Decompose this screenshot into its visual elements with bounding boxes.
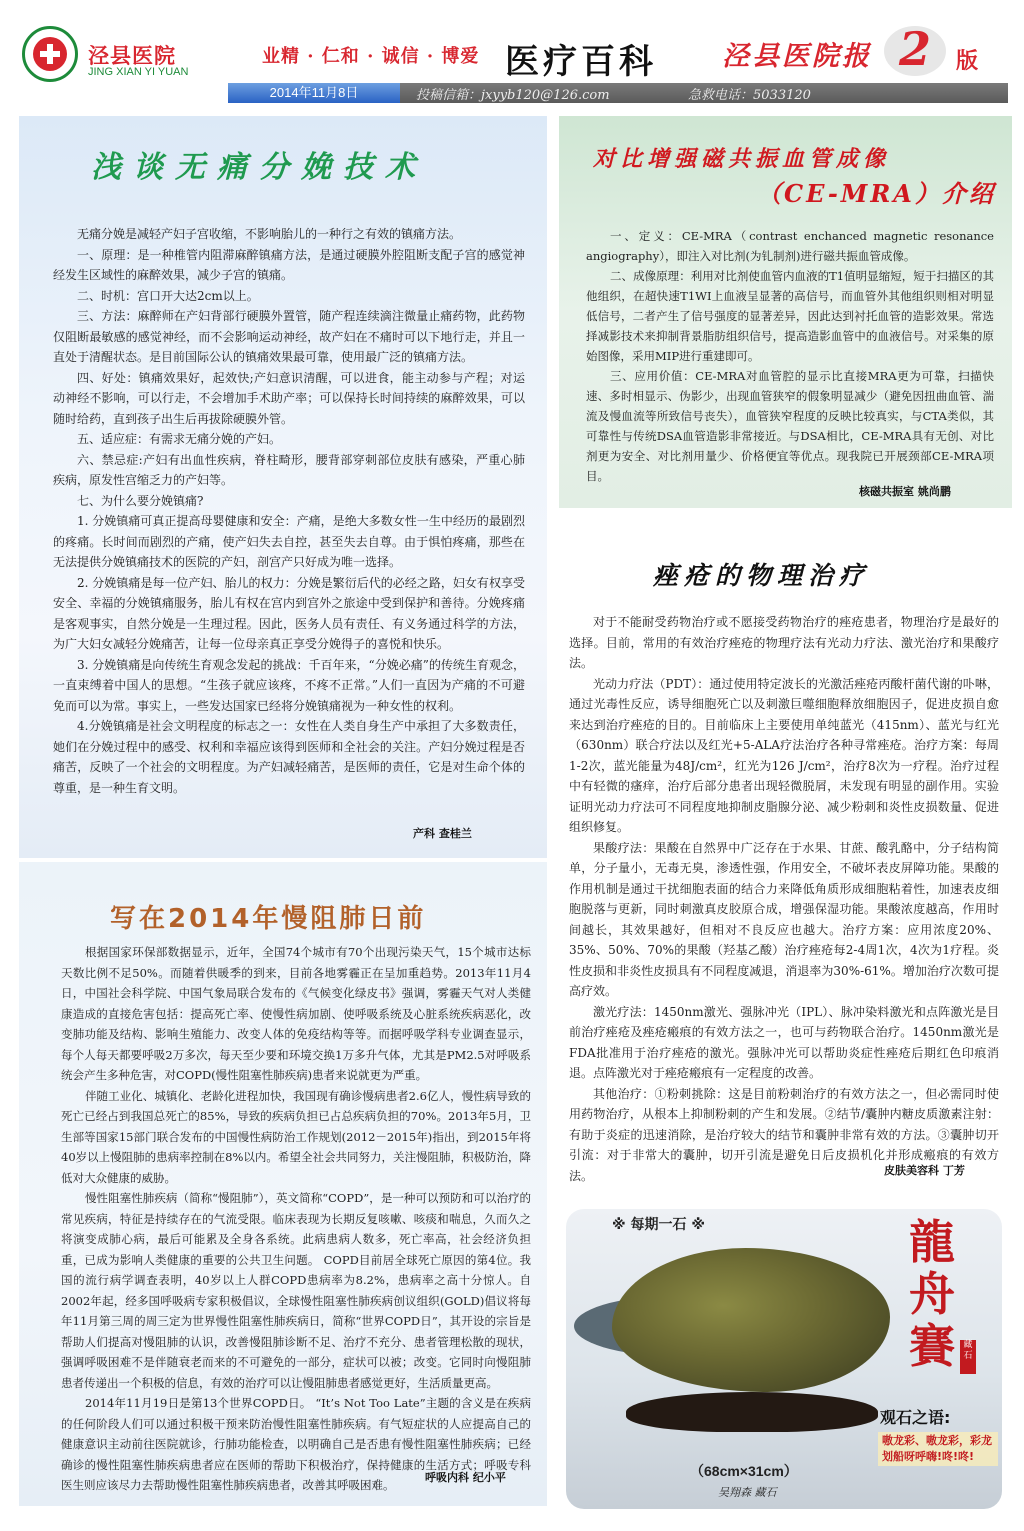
stone-stand: [626, 1392, 878, 1432]
author-signature: 呼吸内科 纪小平: [425, 1471, 506, 1484]
author-signature: 皮肤美容科 丁芳: [884, 1164, 965, 1177]
author-signature: 核磁共振室 姚尚鹏: [859, 485, 951, 498]
article-title: 浅谈无痛分娩技术: [91, 150, 427, 185]
submission-email: 投稿信箱：jxyyb120@126.com: [416, 88, 610, 103]
hospital-pinyin: JING XIAN YI YUAN: [88, 66, 189, 78]
article-title: 痤疮的物理治疗: [653, 561, 871, 590]
stone-column-title: ※ 每期一石 ※: [612, 1217, 705, 1233]
article-painless-delivery: [19, 116, 547, 858]
masthead: [0, 0, 1024, 104]
article-acne-treatment: [559, 512, 1012, 1192]
paragraph: 果酸疗法：果酸在自然界中广泛存在于水果、甘蔗、酸乳酪中，分子结构简单，分子量小，无毒无臭，渗透性强，作用安全，不破坏表皮屏障功能。果酸的作用机制是通过干扰细胞表面的结合力来降低角质形成细胞粘着性，加速表皮细胞脱落与更新，同时刺激真皮胶原合成，增强保湿功能。果酸浓度越高，作用时间越长，其效果越好，但相对不良反应也越大。治疗方案：应用浓度20%、35%、50%、70%的果酸（羟基乙酸）治疗痤疮每2-4周1次，4次为1疗程。炎性皮损和非炎性皮损具有不同程度减退，消退率为30%-61%。增加治疗次数可提高疗效。: [569, 840, 999, 998]
paragraph: 激光疗法：1450nm激光、强脉冲光（IPL）、脉冲染料激光和点阵激光是目前治疗痤疮及痤疮瘢痕的有效方法之一，也可与药物联合治疗。1450nm激光是FDA批准用于治疗痤疮的激光。强脉冲光可以帮助炎症性痤疮后期红色印痕消退。点阵激光对于痤疮瘢痕有一定程度的改善。: [569, 1004, 999, 1080]
paragraph: 光动力疗法（PDT）：通过使用特定波长的光激活痤疮丙酸杆菌代谢的卟啉，通过光毒性反应，诱导细胞死亡以及刺激巨噬细胞释放细胞因子，促进皮损自愈来达到治疗痤疮的目的。目前临床上主要使用单纯蓝光（415nm）、蓝光与红光（630nm）联合疗法以及红光+5-ALA疗法治疗各种寻常痤疮。治疗方案：每周1-2次，蓝光能量为48J/cm²，红光为126 J/cm²，治疗8次为一疗程。治疗过程中有轻微的瘙痒，治疗后部分患者出现轻微脱屑，未发现有明显的副作用。实验证明光动力疗法可不同程度地抑制皮脂腺分泌、减少粉刺和炎性皮损数量、促进组织修复。: [569, 676, 999, 834]
article-body: [569, 612, 999, 1186]
article-subtitle: （CE-MRA）介绍: [757, 179, 996, 208]
article-title: 对比增强磁共振血管成像: [593, 146, 891, 172]
paragraph: 三、方法：麻醉师在产妇背部行硬膜外置管，随产程连续滴注微量止痛药物，此药物仅阻断最敏感的感觉神经，而不会影响运动神经，故产妇在不痛时可以下地行走，并且一直处于清醒状态。是目前国际公认的镇痛效果最可靠，使用最广泛的镇痛方法。: [53, 309, 525, 364]
page-suffix: 版: [956, 48, 979, 74]
stone-name: 龍舟賽: [909, 1215, 955, 1373]
paragraph: 五、适应症：有需求无痛分娩的产妇。: [77, 432, 282, 446]
section-title: 医疗百科: [505, 42, 657, 82]
article-title: 写在2014年慢阻肺日前: [110, 904, 427, 934]
paragraph: 其他治疗：①粉刺挑除：这是目前粉刺治疗的有效方法之一，但必需同时使用药物治疗，从根本上抑制粉刺的产生和发展。②结节/囊肿内糖皮质激素注射：有助于炎症的迅速消除，是治疗较大的结节和囊肿非常有效的方法。③囊肿切开引流：对于非常大的囊肿，切开引流是避免日后皮损机化并形成瘢痕的有效方法。: [569, 1086, 999, 1183]
paragraph: 3. 分娩镇痛是向传统生育观念发起的挑战：千百年来，“分娩必痛”的传统生育观念，一直束缚着中国人的思想。“生孩子就应该疼，不疼不正常。”人们一直因为产痛的不可避免而可以为常。事实上，一些发达国家已经将分娩镇痛视为一种女性的权利。: [53, 657, 525, 713]
stone-quote: 嗷龙彩、嗷龙彩，彩龙划船呀呼嗨!咚!咚!: [878, 1432, 998, 1466]
article-body: [61, 942, 531, 1496]
paragraph: 一、定义：CE-MRA（contrast enchanced magnetic resonance angiography），即注入对比剂(为钆制剂)进行磁共振血管成像。: [586, 229, 994, 263]
issue-date: 2014年11月8日: [228, 83, 400, 103]
article-body: [53, 224, 525, 798]
logo-cross-icon: [47, 44, 53, 64]
paragraph: 慢性阻塞性肺疾病（简称“慢阻肺”），英文简称“COPD”，是一种可以预防和可以治疗的常见疾病，特征是持续存在的气流受限。临床表现为长期反复咳嗽、咳痰和喘息，久而久之将演变成肺心病，最后可能累及全身各系统。此病患病人数多，死亡率高，社会经济负担重，已成为影响人类健康的重要的公共卫生问题。 COPD目前居全球死亡原因的第4位。我国的流行病学调查表明，40岁以上人群COPD患病率为8.2%，患病率之高十分惊人。自2002年起，经多国呼吸病专家积极倡议，全球慢性阻塞性肺疾病创议组织(GOLD)倡议将每年11月第三周的周三定为世界慢性阻塞性肺疾病日，简称“世界COPD日”，其开设的宗旨是帮助人们提高对慢阻肺的认识，改善慢阻肺诊断不足、治疗不充分、患者管理松散的现状，强调呼吸困难不是伴随衰老而来的不可避免的一部分，症状可以被；改变。它同时向慢阻肺患者传递出一个积极的信息，有效的治疗可以让慢阻肺患者感觉更好，生活质量更高。: [61, 1191, 531, 1390]
stone-image: [612, 1248, 890, 1392]
newspaper-name: 泾县医院报: [722, 41, 872, 72]
stone-collector: 吴翔森 藏石: [718, 1486, 777, 1499]
paragraph: 2. 分娩镇痛是每一位产妇、胎儿的权力：分娩是繁衍后代的必经之路，妇女有权享受安全、幸福的分娩镇痛服务，胎儿有权在宫内到宫外之旅途中受到保护和善待。分娩疼痛是客观事实，自然分娩是一生理过程。因此，医务人员有责任、有义务通过科学的方法，为广大妇女减轻分娩痛苦，让每一位母亲真正享受分娩得子的喜悦和快乐。: [53, 575, 525, 651]
hospital-motto: 业精 · 仁和 · 诚信 · 博爱: [262, 46, 480, 67]
article-body: [586, 226, 994, 486]
hospital-name: 泾县医院: [88, 44, 176, 68]
paragraph: 二、时机：宫口开大达2cm以上。: [77, 288, 259, 303]
paragraph: 根据国家环保部数据显示，近年，全国74个城市有70个出现污染天气，15个城市达标天数比例不足50%。而随着供暖季的到来，目前各地雾霾正在呈加重趋势。2013年11月4日，中国社会科学院、中国气象局联合发布的《气候变化绿皮书》强调，雾霾天气对人类健康造成的直接危害包括：提高死亡率、使慢性病加剧、使呼吸系统及心脏系统疾病恶化，改变肺功能及结构、影响生殖能力、改变人体的免疫结构等等。而据呼吸学科专业调查显示，每个人每天都要呼吸2万多次，每天至少要和环境交换1万多升气体，尤其是PM2.5对呼吸系统会产生多种危害，对COPD(慢性阻塞性肺疾病)患者来说就更为严重。: [61, 945, 531, 1082]
stone-size: （68cm×31cm）: [690, 1463, 798, 1479]
paragraph: 二、成像原理：利用对比剂使血管内血液的T1值明显缩短，短于扫描区的其他组织，在超快速T1WI上血液呈显著的高信号，而血管外其他组织则相对明显低信号，二者产生了信号强度的显著差异，因此达到衬托血管的造影效果。常选择减影技术来抑制背景脂肪组织信号，提高造影血管中的血液信号。对采集的原始图像，采用MIP进行重建即可。: [586, 269, 994, 363]
paragraph: 对于不能耐受药物治疗或不愿接受药物治疗的痤疮患者，物理治疗是最好的选择。目前，常用的有效治疗痤疮的物理疗法有光动力疗法、激光治疗和果酸疗法。: [569, 615, 999, 670]
author-signature: 产科 查桂兰: [413, 827, 472, 840]
paragraph: 六、禁忌症:产妇有出血性疾病，脊柱畸形，腰背部穿刺部位皮肤有感染，严重心肺疾病，原发性宫缩乏力的产妇等。: [53, 452, 525, 487]
paragraph: 1. 分娩镇痛可真正提高母婴健康和安全：产痛，是绝大多数女性一生中经历的最剧烈的疼痛。长时间而剧烈的产痛，使产妇失去自控，甚至失去自尊。由于惧怕疼痛，那些在无法提供分娩镇痛技术的医院的产妇，剖宫产只好成为唯一选择。: [53, 514, 525, 569]
paragraph: 无痛分娩是减轻产妇子宫收缩，不影响胎儿的一种行之有效的镇痛方法。: [77, 227, 462, 241]
paragraph: 伴随工业化、城镇化、老龄化进程加快，我国现有确诊慢病患者2.6亿人，慢性病导致的死亡已经占到我国总死亡的85%，导致的疾病负担已占总疾病负担的70%。2013年5月，卫生部等国家15部门联合发布的中国慢性病防治工作规划(2012－2015年)指出，到2015年将40岁以上慢阻肺的患病率控制在8%以内。希望全社会共同努力，关注慢阻肺，积极防治，降低对大众健康的威胁。: [61, 1088, 531, 1185]
seal-stamp: 藏石: [960, 1340, 976, 1374]
article-copd-day: [19, 862, 547, 1506]
paragraph: 三、应用价值：CE-MRA对血管腔的显示比直接MRA更为可靠，扫描快速、多时相显示、伪影少，出现血管狭窄的假象明显减少（避免因扭曲血管、湍流及慢血流等所致信号丧失），血管狭窄程度的反映比较真实，与CTA类似，其可靠性与传统DSA血管造影非常接近。与DSA相比，CE-MRA具有无创、对比剂更为安全、对比剂用量少、价格便宜等优点。现我院已开展颈部CE-MRA项目。: [586, 369, 994, 483]
paragraph: 一、原理：是一种椎管内阻滞麻醉镇痛方法，是通过硬膜外腔阻断支配子宫的感觉神经发生区域性的麻醉效果，减少子宫的镇痛。: [53, 247, 525, 282]
page-number: 2: [898, 22, 931, 76]
article-ce-mra: [559, 116, 1012, 508]
emergency-phone: 急救电话：5033120: [688, 88, 811, 103]
stone-quote-label: 观石之语:: [880, 1408, 951, 1427]
paragraph: 四、好处：镇痛效果好，起效快;产妇意识清醒，可以进食，能主动参与产程；对运动神经不影响，可以行走，不会增加手术助产率；可以保持长时间持续的麻醉效果，可以随时给药，直到孩子出生后再拔除硬膜外管。: [53, 370, 525, 426]
paragraph: 七、为什么要分娩镇痛?: [77, 493, 204, 508]
paragraph: 2014年11月19日是第13个世界COPD日。 “It’s Not Too Late”主题的含义是在疾病的任何阶段人们可以通过积极干预来防治慢性阻塞性肺疾病。有气短症状的人应提高自己的健康意识主动前往医院就诊，行肺功能检查，以明确自己是否患有慢性阻塞性肺疾病；已经确诊的慢性阻塞性肺疾病患者应在医师的帮助下积极治疗，保持健康的生活方式；呼吸专科医生则应该尽力去帮助慢性阻塞性肺疾病患者，改善其呼吸困难。: [61, 1396, 531, 1492]
paragraph: 4.分娩镇痛是社会文明程度的标志之一：女性在人类自身生产中承担了大多数责任，她们在分娩过程中的感受、权利和幸福应该得到医师和全社会的关注。产妇分娩过程是否痛苦，反映了一个社会的文明程度。为产妇减轻痛苦，是医师的责任，它是对生命个体的尊重，是一种生育文明。: [53, 719, 525, 795]
